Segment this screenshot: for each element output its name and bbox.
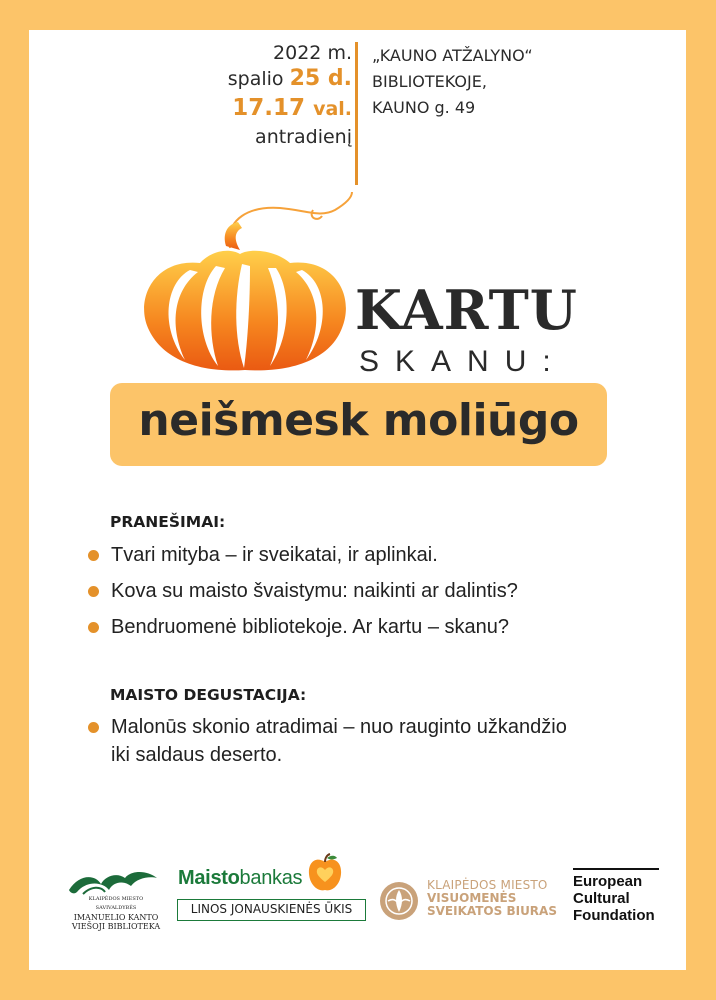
event-time-unit: val. (313, 98, 352, 120)
list-item-text: Tvari mityba – ir sveikatai, ir aplinkai. (111, 544, 438, 566)
pumpkin-icon (130, 188, 360, 378)
kmvsb-logo-text (427, 879, 557, 918)
ukis-logo: LINOS JONAUSKIENĖS ŪKIS (177, 899, 366, 921)
list-item-text: Kova su maisto švaistymu: naikinti ar dalintis? (111, 580, 518, 602)
list-item-text: Bendruomenė bibliotekoje. Ar kartu – skanu? (111, 616, 510, 638)
event-month: spalio (227, 68, 284, 90)
apple-heart-icon (306, 852, 344, 894)
date-venue-divider (355, 42, 358, 185)
venue-line-2: BIBLIOTEKOJE, (372, 72, 487, 91)
ikb-logo-small: KLAIPĖDOS MIESTO SAVIVALDYBĖS (88, 896, 144, 911)
bullet-dot-icon (88, 586, 99, 597)
list-item-text: iki saldaus deserto. (111, 744, 283, 766)
kmvsb-emblem-icon (378, 880, 420, 922)
bullet-dot-icon (88, 722, 99, 733)
event-time-value: 17.17 (232, 95, 306, 121)
title-banner (110, 383, 607, 466)
ecf-line3: Foundation (573, 907, 655, 924)
ecf-logo-rule (573, 868, 659, 870)
tasting-heading: MAISTO DEGUSTACIJA: (110, 686, 307, 704)
kmvsb-line1: KLAIPĖDOS MIESTO (427, 878, 548, 892)
ecf-logo (573, 873, 655, 924)
kmvsb-line2: VISUOMENĖS (427, 891, 517, 905)
ecf-line1: European (573, 873, 643, 890)
maisto-bold: Maisto (178, 867, 240, 889)
kmvsb-line3: SVEIKATOS BIURAS (427, 904, 557, 918)
ikb-logo-line1: IMANUELIO KANTO (73, 913, 159, 922)
maisto-light: bankas (239, 867, 303, 889)
ikb-logo-text (68, 895, 164, 931)
presentations-heading: PRANEŠIMAI: (110, 513, 226, 531)
title-kartu: KARTU (355, 278, 578, 342)
title-skanu: SKANU: (359, 345, 567, 378)
title-banner-text: neišmesk moliūgo (138, 395, 579, 446)
event-date-block (228, 41, 352, 150)
ecf-line2: Cultural (573, 890, 630, 907)
bullet-dot-icon (88, 550, 99, 561)
venue-line-3: KAUNO g. 49 (372, 98, 476, 117)
bullet-dot-icon (88, 622, 99, 633)
ikb-logo-line2: VIEŠOJI BIBLIOTEKA (71, 922, 161, 931)
event-month-day (228, 65, 352, 93)
venue-line-1: „KAUNO ATŽALYNO“ (372, 46, 533, 65)
event-venue (372, 43, 533, 121)
list-item-text: Malonūs skonio atradimai – nuo rauginto užkandžio (111, 716, 567, 738)
event-year: 2022 m. (273, 42, 352, 64)
event-weekday: antradienį (255, 126, 352, 148)
event-time (228, 93, 352, 124)
event-day: 25 d. (289, 66, 352, 91)
maistobankas-logo (178, 867, 302, 890)
